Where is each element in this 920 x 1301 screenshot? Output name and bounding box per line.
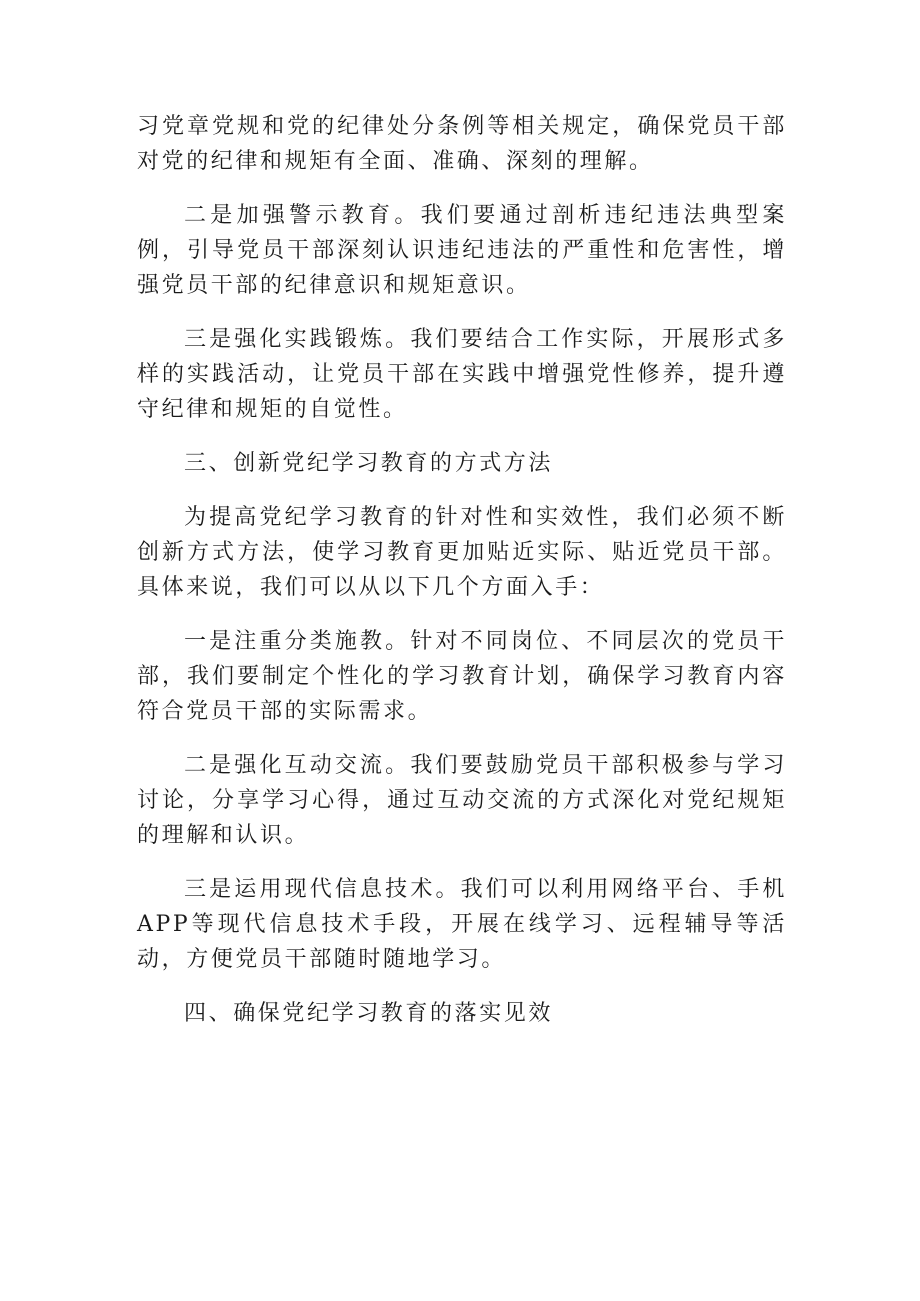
paragraph-section-3-intro: 为提高党纪学习教育的针对性和实效性，我们必须不断创新方式方法，使学习教育更加贴近实际、贴近党员干部。具体来说，我们可以从以下几个方面入手： [137, 505, 787, 600]
paragraph-warning-education: 二是加强警示教育。我们要通过剖析违纪违法典型案例，引导党员干部深刻认识违纪违法的严重性和危害性，增强党员干部的纪律意识和规矩意识。 [137, 203, 787, 298]
section-heading-3: 三、创新党纪学习教育的方式方法 [184, 451, 554, 476]
document-body [137, 109, 787, 1050]
paragraph-practice: 三是强化实践锻炼。我们要结合工作实际，开展形式多样的实践活动，让党员干部在实践中增强党性修养，提升遵守纪律和规矩的自觉性。 [137, 327, 787, 422]
section-heading-4: 四、确保党纪学习教育的落实见效 [184, 1001, 554, 1026]
paragraph-classified-teaching: 一是注重分类施教。针对不同岗位、不同层次的党员干部，我们要制定个性化的学习教育计划，确保学习教育内容符合党员干部的实际需求。 [137, 629, 787, 724]
paragraph-continuation: 习党章党规和党的纪律处分条例等相关规定，确保党员干部对党的纪律和规矩有全面、准确、深刻的理解。 [137, 114, 787, 174]
paragraph-interaction: 二是强化互动交流。我们要鼓励党员干部积极参与学习讨论，分享学习心得，通过互动交流的方式深化对党纪规矩的理解和认识。 [137, 753, 787, 848]
paragraph-information-technology: 三是运用现代信息技术。我们可以利用网络平台、手机APP等现代信息技术手段，开展在线学习、远程辅导等活动，方便党员干部随时随地学习。 [137, 877, 787, 972]
